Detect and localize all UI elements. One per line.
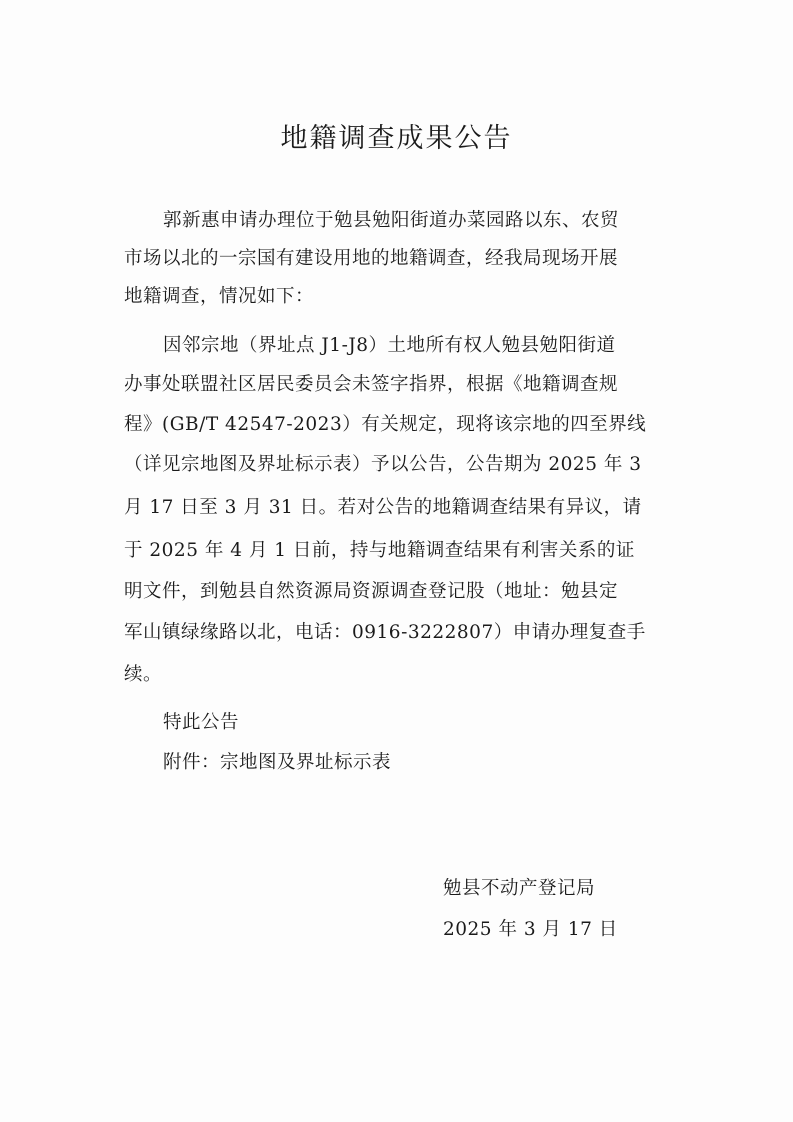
body-line-2: 市场以北的一宗国有建设用地的地籍调查，经我局现场开展 [124,248,619,269]
page-title: 地籍调查成果公告 [280,123,513,154]
body-line-3: 地籍调查，情况如下： [124,286,315,307]
attachment-text: 附件：宗地图及界址标示表 [163,752,392,773]
closing-text: 特此公告 [163,712,240,733]
body-line-6: 程》(GB/T 42547-2023）有关规定，现将该宗地的四至界线 [124,414,647,435]
body-line-5: 办事处联盟社区居民委员会未签字指界，根据《地籍调查规 [124,374,619,395]
body-line-12: 续。 [124,664,163,685]
body-line-9: 于 2025 年 4 月 1 日前，持与地籍调查结果有利害关系的证 [124,540,635,561]
issuer-name: 勉县不动产登记局 [443,878,596,899]
body-line-10: 明文件，到勉县自然资源局资源调查登记股（地址：勉县定 [124,581,619,602]
issue-date: 2025 年 3 月 17 日 [443,919,618,940]
body-line-4: 因邻宗地（界址点 J1-J8）土地所有权人勉县勉阳街道 [163,335,616,356]
body-line-7: （详见宗地图及界址标示表）予以公告，公告期为 2025 年 3 [124,454,642,475]
body-line-8: 月 17 日至 3 月 31 日。若对公告的地籍调查结果有异议，请 [124,497,642,518]
body-line-1: 郭新惠申请办理位于勉县勉阳街道办菜园路以东、农贸 [163,210,620,231]
body-line-11: 军山镇绿缘路以北，电话：0916-3222807）申请办理复查手 [124,622,646,643]
